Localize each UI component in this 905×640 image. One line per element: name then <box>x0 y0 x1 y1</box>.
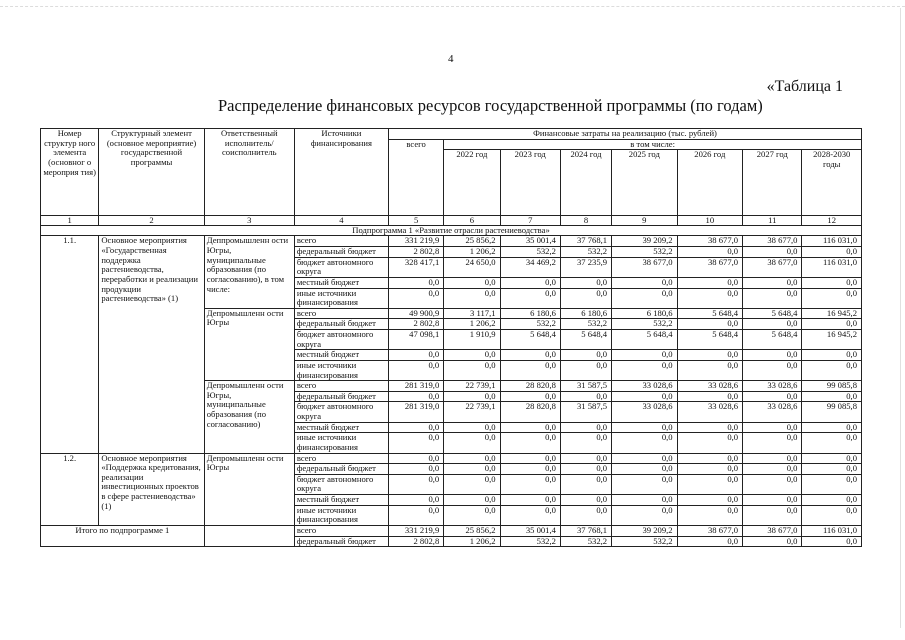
value-cell: 47 098,1 <box>388 330 443 350</box>
column-number: 1 <box>41 216 99 226</box>
value-cell: 0,0 <box>612 360 678 380</box>
value-cell: 2 802,8 <box>388 247 443 258</box>
value-cell: 37 235,9 <box>560 257 611 277</box>
value-cell: 28 820,8 <box>500 381 560 392</box>
value-cell: 0,0 <box>677 495 743 506</box>
value-cell: 0,0 <box>677 536 743 547</box>
value-cell: 0,0 <box>444 422 500 433</box>
source-label: федеральный бюджет <box>294 536 388 547</box>
total-label: Итого по подпрограмме 1 <box>41 525 205 546</box>
source-label: бюджет автономного округа <box>294 257 388 277</box>
value-cell: 0,0 <box>802 433 862 453</box>
source-label: местный бюджет <box>294 422 388 433</box>
header-total: всего <box>388 139 443 216</box>
page-number: 4 <box>448 53 454 65</box>
value-cell: 34 469,2 <box>500 257 560 277</box>
value-cell: 0,0 <box>677 391 743 402</box>
value-cell: 0,0 <box>743 495 802 506</box>
value-cell: 0,0 <box>743 464 802 475</box>
executor: Депромышленн ости Югры <box>204 453 294 525</box>
value-cell: 0,0 <box>500 360 560 380</box>
value-cell: 38 677,0 <box>677 236 743 247</box>
value-cell: 0,0 <box>802 350 862 361</box>
value-cell: 331 219,9 <box>388 236 443 247</box>
value-cell: 0,0 <box>444 464 500 475</box>
value-cell: 16 945,2 <box>802 308 862 319</box>
source-label: всего <box>294 453 388 464</box>
page-title: Распределение финансовых ресурсов государственной программы (по годам) <box>218 96 763 115</box>
value-cell: 0,0 <box>802 391 862 402</box>
value-cell: 0,0 <box>444 360 500 380</box>
value-cell: 22 739,1 <box>444 381 500 392</box>
value-cell: 0,0 <box>388 433 443 453</box>
value-cell: 0,0 <box>500 505 560 525</box>
source-label: всего <box>294 381 388 392</box>
value-cell: 0,0 <box>802 453 862 464</box>
value-cell: 25 856,2 <box>444 236 500 247</box>
value-cell: 0,0 <box>500 277 560 288</box>
value-cell: 0,0 <box>500 422 560 433</box>
value-cell: 116 031,0 <box>802 525 862 536</box>
value-cell: 0,0 <box>388 422 443 433</box>
value-cell: 0,0 <box>444 474 500 494</box>
header-year: 2026 год <box>677 150 743 216</box>
value-cell: 0,0 <box>743 319 802 330</box>
executor: Деппромышленн ости Югры, муниципальные образования (по согласованию), в том числе: <box>204 236 294 308</box>
value-cell: 0,0 <box>444 391 500 402</box>
value-cell: 5 648,4 <box>677 308 743 319</box>
value-cell: 37 768,1 <box>560 525 611 536</box>
value-cell: 0,0 <box>802 464 862 475</box>
source-label: иные источники финансирования <box>294 288 388 308</box>
value-cell: 0,0 <box>802 536 862 547</box>
column-number: 3 <box>204 216 294 226</box>
value-cell: 532,2 <box>612 319 678 330</box>
value-cell: 116 031,0 <box>802 257 862 277</box>
value-cell: 0,0 <box>802 505 862 525</box>
source-label: бюджет автономного округа <box>294 474 388 494</box>
value-cell: 0,0 <box>388 505 443 525</box>
value-cell: 0,0 <box>612 495 678 506</box>
finance-table <box>40 128 862 547</box>
value-cell: 0,0 <box>444 505 500 525</box>
value-cell: 0,0 <box>802 474 862 494</box>
value-cell: 5 648,4 <box>743 330 802 350</box>
value-cell: 0,0 <box>500 453 560 464</box>
value-cell: 31 587,5 <box>560 402 611 422</box>
header-including: в том числе: <box>444 139 862 150</box>
value-cell: 0,0 <box>612 391 678 402</box>
column-number: 6 <box>444 216 500 226</box>
value-cell: 0,0 <box>500 474 560 494</box>
value-cell: 0,0 <box>743 288 802 308</box>
value-cell: 33 028,6 <box>677 381 743 392</box>
value-cell: 5 648,4 <box>612 330 678 350</box>
value-cell: 33 028,6 <box>677 402 743 422</box>
value-cell: 0,0 <box>560 433 611 453</box>
value-cell: 25 856,2 <box>444 525 500 536</box>
value-cell: 0,0 <box>444 350 500 361</box>
value-cell: 0,0 <box>802 247 862 258</box>
value-cell: 99 085,8 <box>802 402 862 422</box>
value-cell: 532,2 <box>560 247 611 258</box>
value-cell: 532,2 <box>560 319 611 330</box>
value-cell: 24 650,0 <box>444 257 500 277</box>
value-cell: 0,0 <box>677 288 743 308</box>
column-number: 11 <box>743 216 802 226</box>
executor: Депромышленн ости Югры, муниципальные образования (по согласованию) <box>204 381 294 453</box>
item-number: 1.2. <box>41 453 99 525</box>
value-cell: 0,0 <box>612 350 678 361</box>
value-cell: 281 319,0 <box>388 402 443 422</box>
item-number: 1.1. <box>41 236 99 453</box>
value-cell: 5 648,4 <box>500 330 560 350</box>
value-cell: 2 802,8 <box>388 536 443 547</box>
source-label: бюджет автономного округа <box>294 330 388 350</box>
value-cell: 0,0 <box>388 360 443 380</box>
column-number: 2 <box>99 216 204 226</box>
source-label: федеральный бюджет <box>294 464 388 475</box>
source-label: федеральный бюджет <box>294 319 388 330</box>
value-cell: 35 001,4 <box>500 525 560 536</box>
source-label: местный бюджет <box>294 350 388 361</box>
value-cell: 38 677,0 <box>743 257 802 277</box>
header-year: 2023 год <box>500 150 560 216</box>
header-executor: Ответственный исполнитель/ соисполнитель <box>204 129 294 216</box>
structural-element: Основное мероприятия «Государственная поддержка растениеводства, переработки и реализации продукции растениеводства» (1) <box>99 236 204 453</box>
value-cell: 0,0 <box>388 495 443 506</box>
source-label: всего <box>294 236 388 247</box>
value-cell: 0,0 <box>677 474 743 494</box>
value-cell: 22 739,1 <box>444 402 500 422</box>
value-cell: 6 180,6 <box>560 308 611 319</box>
value-cell: 0,0 <box>500 464 560 475</box>
value-cell: 38 677,0 <box>612 257 678 277</box>
value-cell: 0,0 <box>743 422 802 433</box>
value-cell: 0,0 <box>612 464 678 475</box>
value-cell: 38 677,0 <box>677 525 743 536</box>
scan-edge-top <box>0 0 905 7</box>
column-number: 5 <box>388 216 443 226</box>
column-number: 8 <box>560 216 611 226</box>
value-cell: 0,0 <box>388 350 443 361</box>
header-year: 2022 год <box>444 150 500 216</box>
value-cell: 532,2 <box>500 536 560 547</box>
value-cell: 0,0 <box>560 495 611 506</box>
value-cell: 0,0 <box>612 422 678 433</box>
value-cell: 5 648,4 <box>560 330 611 350</box>
scan-edge-right <box>900 8 901 628</box>
value-cell: 0,0 <box>560 505 611 525</box>
value-cell: 0,0 <box>388 391 443 402</box>
structural-element: Основное мероприятия «Поддержка кредитования, реализации инвестиционных проектов в сфере растениеводства» (1) <box>99 453 204 525</box>
value-cell: 0,0 <box>677 350 743 361</box>
subprogram-row <box>41 225 862 236</box>
table-label: «Таблица 1 <box>766 78 843 95</box>
value-cell: 0,0 <box>612 474 678 494</box>
source-label: федеральный бюджет <box>294 247 388 258</box>
column-number: 4 <box>294 216 388 226</box>
value-cell: 0,0 <box>444 288 500 308</box>
value-cell: 0,0 <box>560 350 611 361</box>
value-cell: 33 028,6 <box>743 402 802 422</box>
value-cell: 0,0 <box>560 277 611 288</box>
value-cell: 0,0 <box>560 453 611 464</box>
value-cell: 0,0 <box>444 453 500 464</box>
source-label: иные источники финансирования <box>294 360 388 380</box>
value-cell: 0,0 <box>444 277 500 288</box>
value-cell: 0,0 <box>743 247 802 258</box>
value-cell: 16 945,2 <box>802 330 862 350</box>
value-cell: 532,2 <box>612 536 678 547</box>
value-cell: 6 180,6 <box>612 308 678 319</box>
value-cell: 0,0 <box>444 433 500 453</box>
value-cell: 0,0 <box>560 360 611 380</box>
value-cell: 0,0 <box>677 319 743 330</box>
value-cell: 2 802,8 <box>388 319 443 330</box>
value-cell: 0,0 <box>677 453 743 464</box>
source-label: иные источники финансирования <box>294 505 388 525</box>
source-label: федеральный бюджет <box>294 391 388 402</box>
value-cell: 532,2 <box>612 247 678 258</box>
value-cell: 31 587,5 <box>560 381 611 392</box>
value-cell: 37 768,1 <box>560 236 611 247</box>
value-cell: 532,2 <box>500 319 560 330</box>
value-cell: 0,0 <box>612 277 678 288</box>
value-cell: 0,0 <box>677 464 743 475</box>
value-cell: 38 677,0 <box>677 257 743 277</box>
subprogram-title: Подпрограмма 1 «Развитие отрасли растениеводства» <box>41 225 862 236</box>
value-cell: 0,0 <box>743 350 802 361</box>
value-cell: 0,0 <box>388 288 443 308</box>
header-element: Структурный элемент (основное мероприятие) государственной программы <box>99 129 204 216</box>
value-cell: 532,2 <box>560 536 611 547</box>
value-cell: 33 028,6 <box>612 402 678 422</box>
source-label: всего <box>294 525 388 536</box>
value-cell: 5 648,4 <box>677 330 743 350</box>
value-cell: 0,0 <box>743 474 802 494</box>
value-cell: 5 648,4 <box>743 308 802 319</box>
value-cell: 1 206,2 <box>444 536 500 547</box>
header-year: 2028-2030 годы <box>802 150 862 216</box>
value-cell: 38 677,0 <box>743 525 802 536</box>
value-cell: 6 180,6 <box>500 308 560 319</box>
value-cell: 0,0 <box>802 288 862 308</box>
value-cell: 0,0 <box>500 495 560 506</box>
value-cell: 0,0 <box>560 422 611 433</box>
value-cell: 3 117,1 <box>444 308 500 319</box>
value-cell: 99 085,8 <box>802 381 862 392</box>
column-number: 9 <box>612 216 678 226</box>
header-fin-costs: Финансовые затраты на реализацию (тыс. рублей) <box>388 129 861 140</box>
table-row <box>41 453 862 464</box>
header-year: 2024 год <box>560 150 611 216</box>
value-cell: 0,0 <box>500 391 560 402</box>
value-cell: 0,0 <box>560 474 611 494</box>
column-number: 12 <box>802 216 862 226</box>
value-cell: 0,0 <box>500 288 560 308</box>
value-cell: 1 910,9 <box>444 330 500 350</box>
value-cell: 0,0 <box>388 464 443 475</box>
value-cell: 0,0 <box>802 495 862 506</box>
total-executor <box>204 525 294 546</box>
executor: Депромышленн ости Югры <box>204 308 294 380</box>
value-cell: 0,0 <box>388 474 443 494</box>
value-cell: 331 219,9 <box>388 525 443 536</box>
value-cell: 0,0 <box>612 505 678 525</box>
column-number: 10 <box>677 216 743 226</box>
value-cell: 0,0 <box>677 422 743 433</box>
total-row <box>41 525 862 536</box>
value-cell: 28 820,8 <box>500 402 560 422</box>
value-cell: 0,0 <box>388 277 443 288</box>
value-cell: 39 209,2 <box>612 236 678 247</box>
header-year: 2025 год <box>612 150 678 216</box>
value-cell: 0,0 <box>500 433 560 453</box>
value-cell: 0,0 <box>743 277 802 288</box>
value-cell: 0,0 <box>743 536 802 547</box>
value-cell: 0,0 <box>677 505 743 525</box>
value-cell: 0,0 <box>743 505 802 525</box>
source-label: всего <box>294 308 388 319</box>
value-cell: 0,0 <box>444 495 500 506</box>
value-cell: 0,0 <box>560 288 611 308</box>
value-cell: 1 206,2 <box>444 319 500 330</box>
value-cell: 0,0 <box>500 350 560 361</box>
value-cell: 0,0 <box>743 360 802 380</box>
value-cell: 0,0 <box>388 453 443 464</box>
value-cell: 0,0 <box>743 433 802 453</box>
value-cell: 0,0 <box>802 422 862 433</box>
value-cell: 35 001,4 <box>500 236 560 247</box>
value-cell: 0,0 <box>612 433 678 453</box>
source-label: бюджет автономного округа <box>294 402 388 422</box>
value-cell: 38 677,0 <box>743 236 802 247</box>
column-number: 7 <box>500 216 560 226</box>
table-row <box>41 236 862 247</box>
value-cell: 0,0 <box>560 464 611 475</box>
value-cell: 0,0 <box>802 277 862 288</box>
value-cell: 0,0 <box>612 453 678 464</box>
value-cell: 1 206,2 <box>444 247 500 258</box>
value-cell: 39 209,2 <box>612 525 678 536</box>
value-cell: 0,0 <box>802 360 862 380</box>
source-label: местный бюджет <box>294 277 388 288</box>
header-year: 2027 год <box>743 150 802 216</box>
value-cell: 0,0 <box>560 391 611 402</box>
value-cell: 281 319,0 <box>388 381 443 392</box>
value-cell: 33 028,6 <box>743 381 802 392</box>
value-cell: 0,0 <box>743 391 802 402</box>
value-cell: 532,2 <box>500 247 560 258</box>
value-cell: 0,0 <box>677 433 743 453</box>
source-label: иные источники финансирования <box>294 433 388 453</box>
value-cell: 33 028,6 <box>612 381 678 392</box>
header-number: Номер структур ного элемента (основног о мероприя тия) <box>41 129 99 216</box>
header-sources: Источники финансирования <box>294 129 388 216</box>
value-cell: 0,0 <box>677 360 743 380</box>
source-label: местный бюджет <box>294 495 388 506</box>
value-cell: 116 031,0 <box>802 236 862 247</box>
value-cell: 49 900,9 <box>388 308 443 319</box>
value-cell: 328 417,1 <box>388 257 443 277</box>
value-cell: 0,0 <box>677 247 743 258</box>
value-cell: 0,0 <box>802 319 862 330</box>
value-cell: 0,0 <box>743 453 802 464</box>
value-cell: 0,0 <box>677 277 743 288</box>
value-cell: 0,0 <box>612 288 678 308</box>
